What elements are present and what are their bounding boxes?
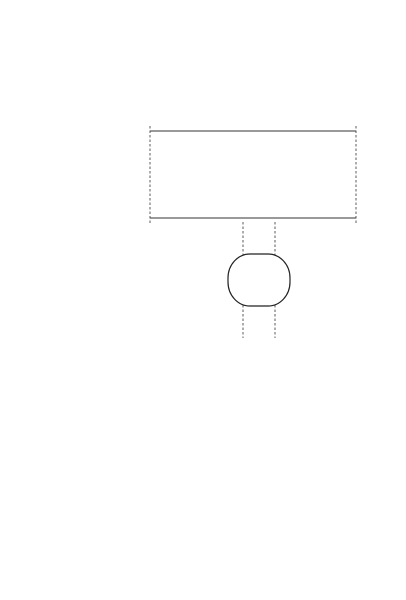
page-header: [40, 17, 366, 31]
round-button-diagram: [228, 222, 290, 338]
flat-braid-diagram: [150, 126, 356, 225]
